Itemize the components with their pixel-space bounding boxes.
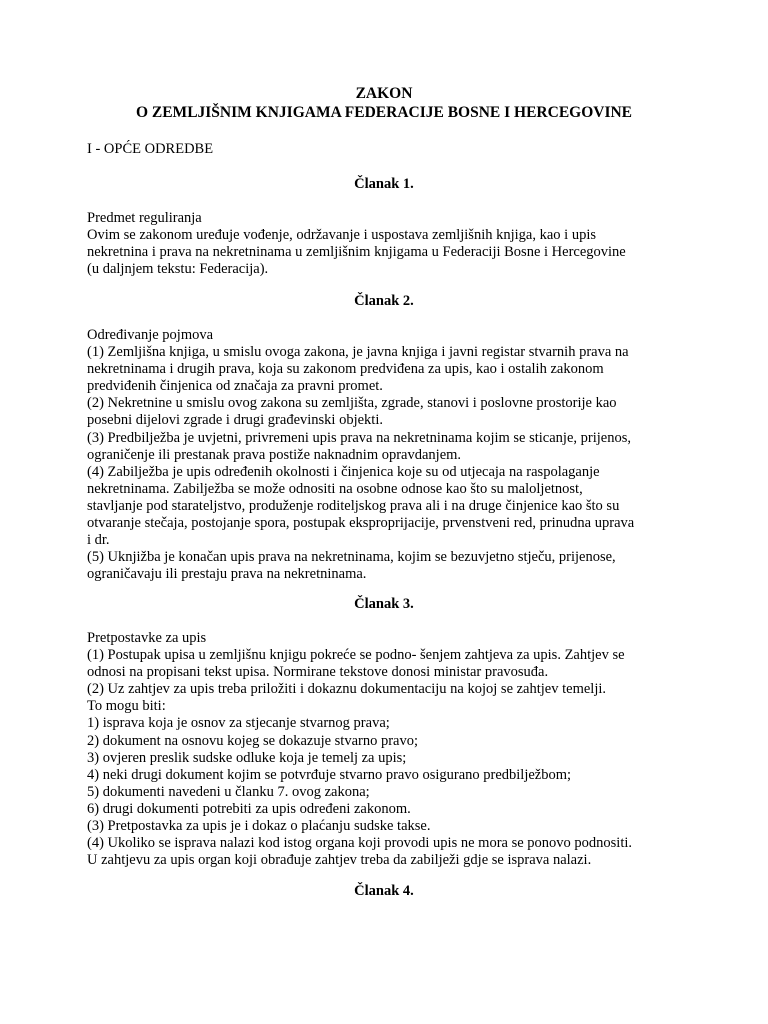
article-3-line: (2) Uz zahtjev za upis treba priložiti i dokaznu dokumentaciju na kojoj se zahtjev temelji. — [87, 681, 607, 698]
article-2-line: otvaranje stečaja, postojanje spora, postupak eksproprijacije, prvenstveni red, prinudna uprava — [87, 515, 635, 532]
document-title — [0, 84, 768, 122]
article-3-line: 5) dokumenti navedeni u članku 7. ovog zakona; — [87, 783, 370, 800]
article-1-line: Ovim se zakonom uređuje vođenje, održavanje i uspostava zemljišnih knjiga, kao i upis — [87, 227, 596, 244]
article-2-line: ograničavaju ili prestaju prava na nekretninama. — [87, 566, 367, 583]
article-1-subject: Predmet reguliranja — [87, 210, 202, 226]
article-1-heading: Članak 1. — [354, 176, 414, 192]
article-2-line: (3) Predbilježba je uvjetni, privremeni upis prava na nekretninama kojim se sticanje, prijenos, — [87, 429, 631, 446]
article-2-line: stavljanje pod starateljstvo, produženje roditeljskog prava ali i na druge činjenice kao što su — [87, 497, 620, 514]
article-2-line: (4) Zabilježba je upis određenih okolnosti i činjenica koje su od utjecaja na raspolaganje — [87, 463, 600, 480]
article-3-heading: Članak 3. — [354, 596, 414, 612]
article-1-body — [87, 210, 687, 278]
article-3-line: To mogu biti: — [87, 698, 166, 715]
article-2-line: posebni dijelovi zgrade i drugi građevinski objekti. — [87, 412, 383, 429]
article-3-line: 6) drugi dokumenti potrebiti za upis određeni zakonom. — [87, 800, 411, 817]
article-3-line: (4) Ukoliko se isprava nalazi kod istog organa koji provodi upis ne mora se ponovo podnositi. — [87, 835, 633, 852]
article-3-line: 1) isprava koja je osnov za stjecanje stvarnog prava; — [87, 715, 390, 732]
article-3-line: (3) Pretpostavka za upis je i dokaz o plaćanju sudske takse. — [87, 818, 431, 835]
article-3-line: odnosi na propisani tekst upisa. Normirane tekstove donosi ministar pravosuđa. — [87, 664, 549, 681]
article-3-body — [87, 630, 687, 869]
article-3-line: 2) dokument na osnovu kojeg se dokazuje stvarno pravo; — [87, 732, 419, 749]
article-1-line: nekretnina i prava na nekretninama u zemljišnim knjigama u Federaciji Bosne i Hercegovine — [87, 244, 626, 261]
title-line-2: O ZEMLJIŠNIM KNJIGAMA FEDERACIJE BOSNE I HERCEGOVINE — [135, 104, 633, 121]
article-2-line: nekretninama i drugih prava, koja su zakonom predviđena za upis, kao i ostalih zakonom — [87, 361, 604, 378]
article-3-line: U zahtjevu za upis organ koji obrađuje zahtjev treba da zabilježi gdje se isprava nalazi. — [87, 852, 592, 869]
article-1-line: (u daljnjem tekstu: Federacija). — [87, 261, 269, 278]
article-2-line: (1) Zemljišna knjiga, u smislu ovoga zakona, je javna knjiga i javni registar stvarnih prava na — [87, 344, 629, 361]
article-2-body — [87, 327, 687, 583]
article-3-line: (1) Postupak upisa u zemljišnu knjigu pokreće se podno- šenjem zahtjeva za upis. Zahtjev se — [87, 647, 625, 664]
part-heading: I - OPĆE ODREDBE — [87, 141, 214, 157]
article-2-line: (2) Nekretnine u smislu ovog zakona su zemljišta, zgrade, stanovi i poslovne prostorije kao — [87, 395, 617, 412]
article-3-subject: Pretpostavke za upis — [87, 630, 207, 646]
article-4-heading: Članak 4. — [354, 883, 414, 899]
article-3-line: 3) ovjeren preslik sudske odluke koja je temelj za upis; — [87, 749, 407, 766]
article-2-line: (5) Uknjižba je konačan upis prava na nekretninama, kojim se bezuvjetno stječu, prijenose, — [87, 549, 616, 566]
article-2-heading: Članak 2. — [354, 293, 414, 309]
article-2-line: predviđenih činjenica od značaja za pravni promet. — [87, 378, 383, 395]
article-2-line: ograničenje ili prestanak prava postiže naknadnim opravdanjem. — [87, 446, 462, 463]
title-line-1: ZAKON — [355, 85, 413, 102]
article-2-subject: Određivanje pojmova — [87, 327, 214, 343]
article-3-line: 4) neki drugi dokument kojim se potvrđuje stvarno pravo osigurano predbilježbom; — [87, 766, 572, 783]
article-2-line: i dr. — [87, 532, 110, 549]
article-2-line: nekretninama. Zabilježba se može odnositi na osobne odnose kao što su maloljetnost, — [87, 480, 583, 497]
